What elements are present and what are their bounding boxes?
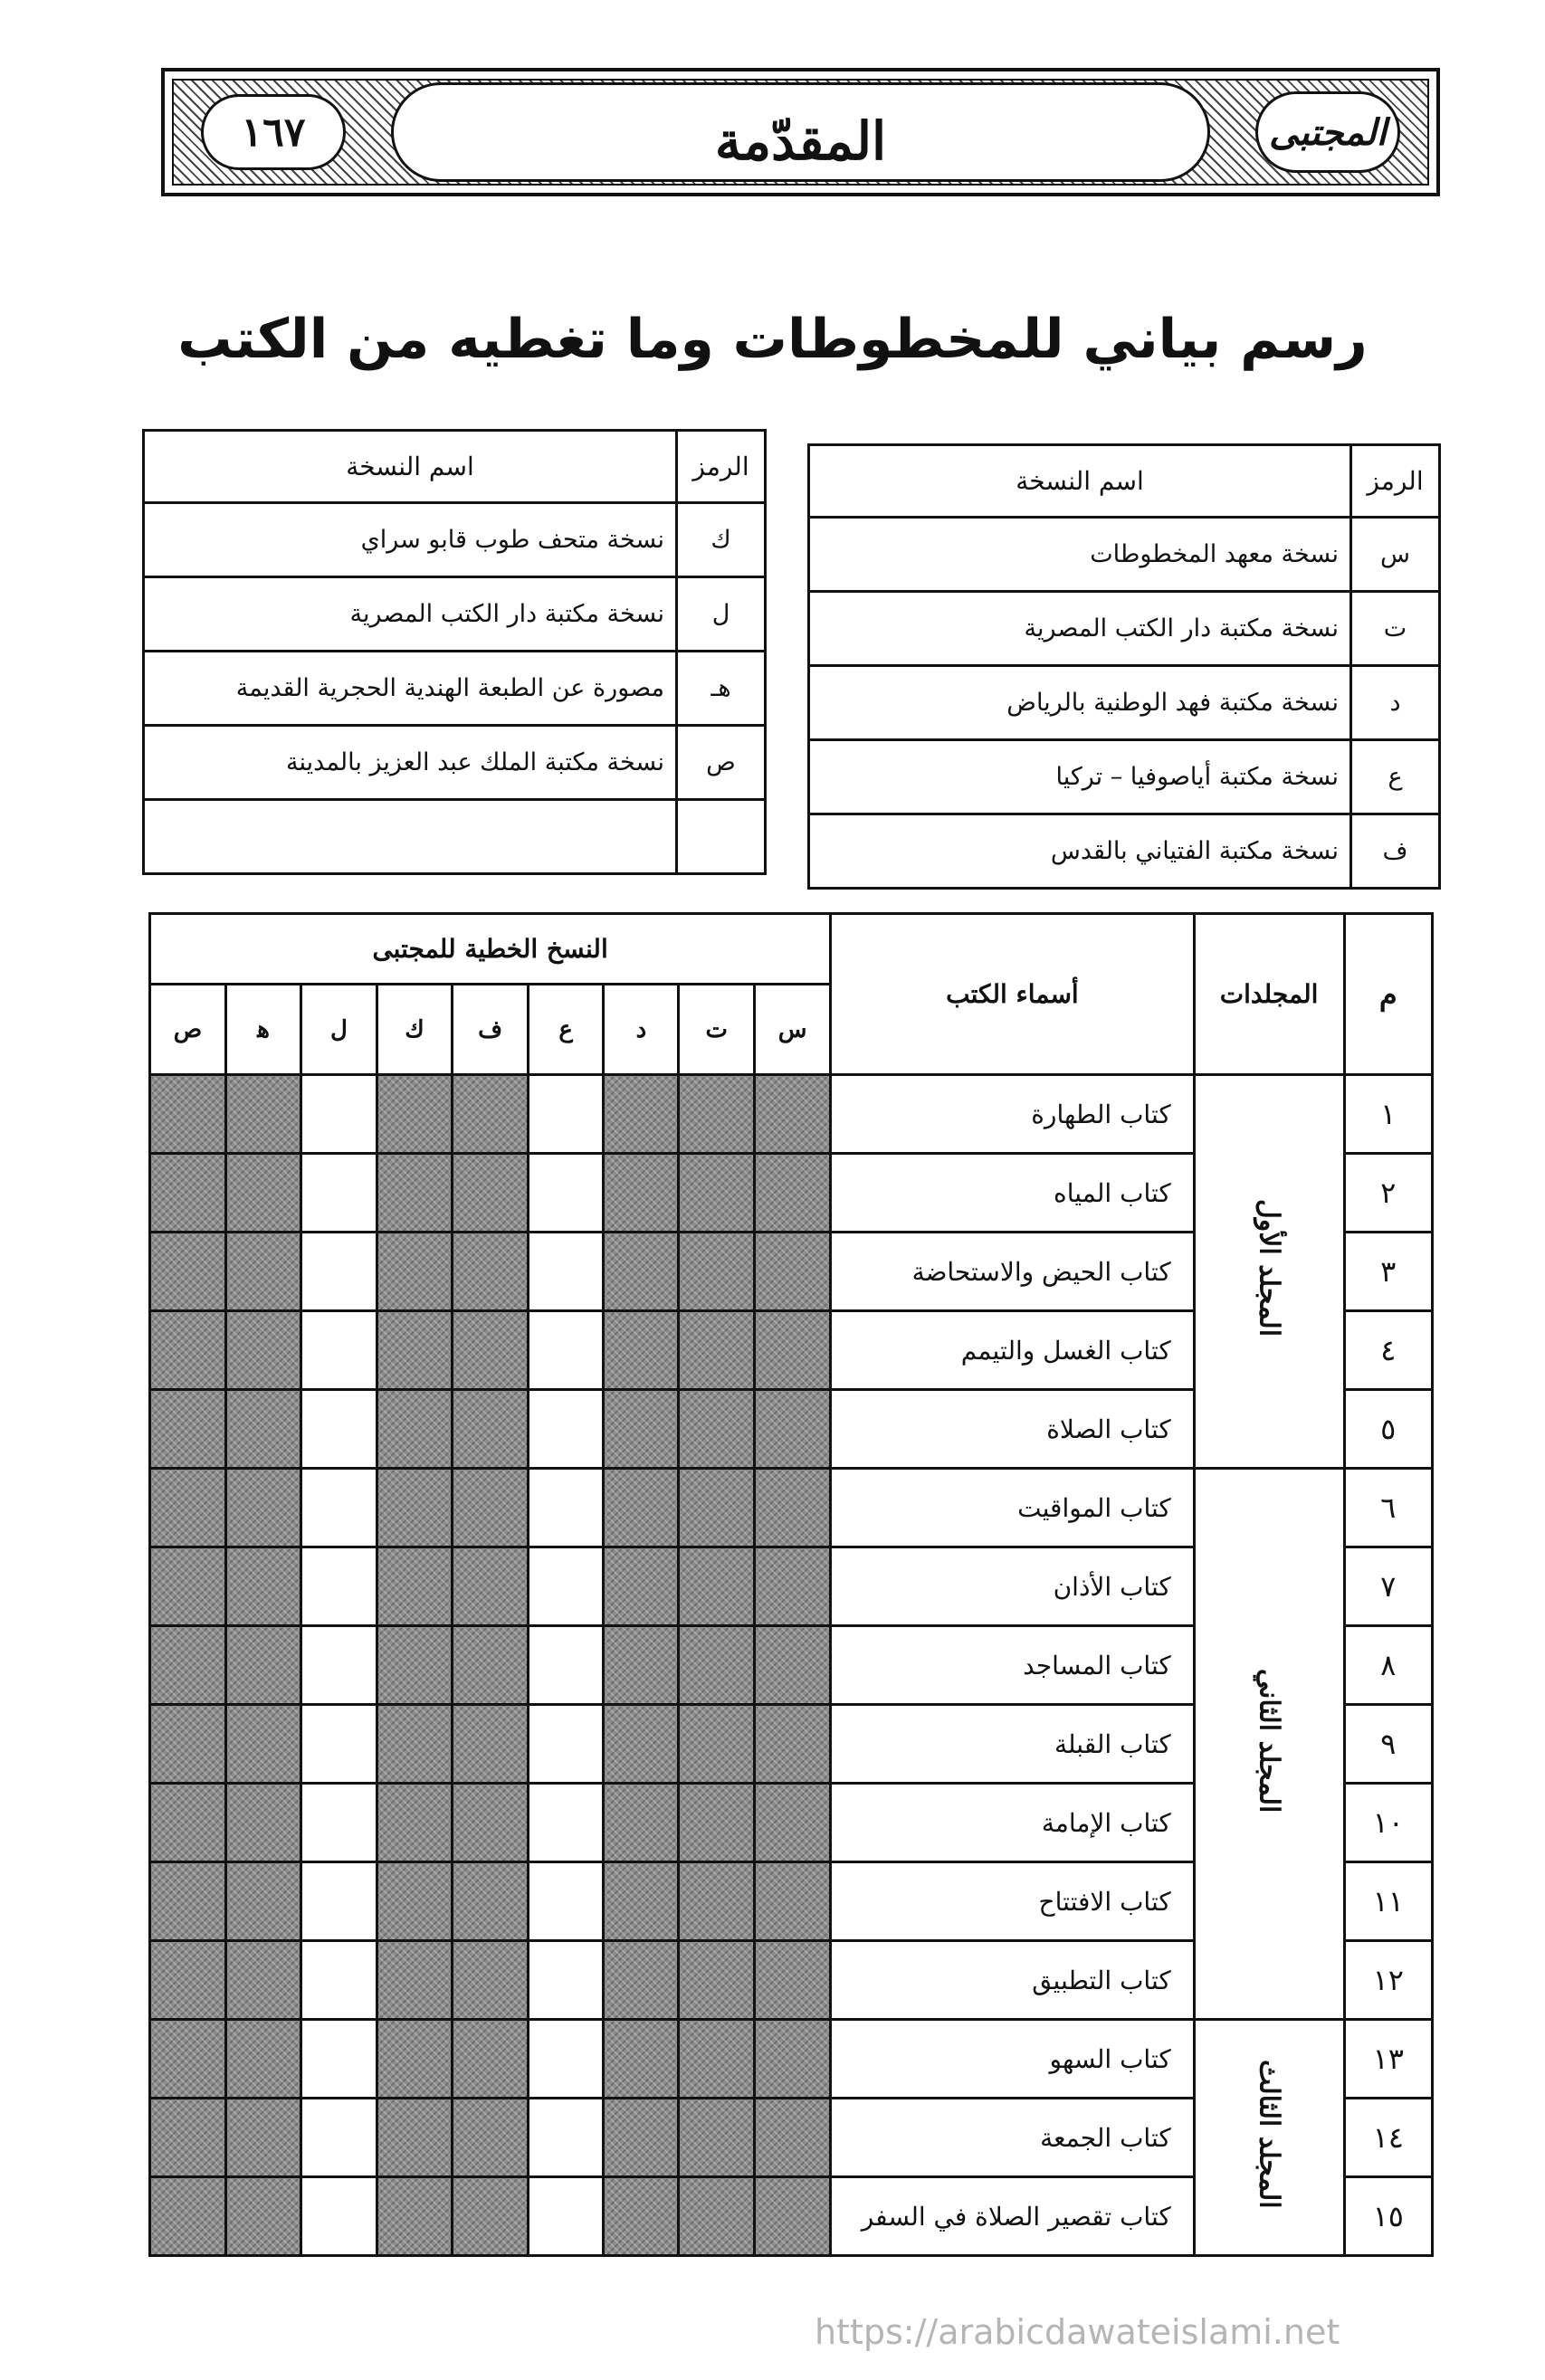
watermark-url: https://arabicdawateislami.net (815, 2312, 1340, 2352)
coverage-cell-shaded (453, 1705, 529, 1784)
coverage-cell-shaded (150, 2177, 226, 2256)
coverage-cell-shaded (377, 1075, 453, 1154)
book-name: كتاب السهو (831, 2020, 1195, 2099)
volume-label (1194, 1075, 1344, 1469)
legend-name: نسخة معهد المخطوطات (809, 518, 1351, 592)
coverage-cell-shaded (453, 1469, 529, 1547)
header-number: م (1344, 914, 1433, 1075)
coverage-cell-shaded (604, 1941, 679, 2020)
coverage-cell-empty (529, 1941, 604, 2020)
coverage-cell-empty (301, 1705, 377, 1784)
coverage-cell-shaded (604, 1469, 679, 1547)
coverage-cell-empty (301, 1626, 377, 1705)
coverage-cell-shaded (377, 1233, 453, 1311)
coverage-cell-empty (301, 2099, 377, 2177)
volume-label-text: المجلد الثالث (1253, 2060, 1285, 2209)
coverage-cell-empty (529, 1075, 604, 1154)
coverage-cell-shaded (150, 1390, 226, 1469)
header-manuscripts-group: النسخ الخطية للمجتبى (150, 914, 831, 985)
coverage-cell-shaded (604, 2020, 679, 2099)
page-number-badge (201, 94, 346, 170)
coverage-cell-shaded (755, 1233, 831, 1311)
legend-row (809, 518, 1440, 592)
coverage-cell-shaded (377, 2177, 453, 2256)
manuscript-header: ص (150, 985, 226, 1075)
coverage-cell-shaded (150, 1469, 226, 1547)
legend-row (809, 740, 1440, 814)
coverage-cell-shaded (604, 1784, 679, 1862)
coverage-cell-shaded (755, 1862, 831, 1941)
coverage-cell-shaded (755, 1705, 831, 1784)
manuscript-header: ع (529, 985, 604, 1075)
legend-name: نسخة مكتبة الملك عبد العزيز بالمدينة (144, 726, 677, 800)
manuscript-header: ت (679, 985, 755, 1075)
coverage-cell-shaded (755, 2020, 831, 2099)
coverage-cell-shaded (679, 1941, 755, 2020)
row-number: ٥ (1344, 1390, 1433, 1469)
coverage-cell-empty (529, 2020, 604, 2099)
coverage-cell-shaded (604, 1862, 679, 1941)
legend-row (144, 652, 766, 726)
coverage-cell-shaded (453, 1154, 529, 1233)
table-row (150, 1075, 1433, 1154)
coverage-cell-empty (529, 1784, 604, 1862)
coverage-cell-empty (529, 2177, 604, 2256)
table-row (150, 2020, 1433, 2099)
coverage-cell-shaded (377, 1705, 453, 1784)
coverage-cell-empty (529, 2099, 604, 2177)
legend-row (144, 726, 766, 800)
coverage-cell-shaded (150, 1311, 226, 1390)
coverage-cell-empty (301, 1311, 377, 1390)
row-number: ٤ (1344, 1311, 1433, 1390)
legend-row (809, 592, 1440, 666)
book-name: كتاب الأذان (831, 1547, 1195, 1626)
coverage-cell-shaded (679, 1390, 755, 1469)
manuscript-header: ﻫ (226, 985, 301, 1075)
coverage-cell-shaded (604, 2099, 679, 2177)
legend-header-name: اسم النسخة (144, 431, 677, 503)
book-logo (1255, 91, 1400, 173)
coverage-cell-empty (529, 1154, 604, 1233)
book-name: كتاب الغسل والتيمم (831, 1311, 1195, 1390)
legend-row (144, 503, 766, 577)
coverage-cell-shaded (604, 1547, 679, 1626)
header-volumes: المجلدات (1194, 914, 1344, 1075)
manuscript-header: س (755, 985, 831, 1075)
coverage-cell-empty (529, 1390, 604, 1469)
coverage-cell-shaded (604, 2177, 679, 2256)
coverage-cell-shaded (755, 1154, 831, 1233)
row-number: ٩ (1344, 1705, 1433, 1784)
coverage-cell-shaded (150, 1626, 226, 1705)
legend-name (144, 800, 677, 874)
running-title: المقدّمة (714, 110, 887, 172)
coverage-cell-shaded (604, 1075, 679, 1154)
coverage-cell-shaded (604, 1626, 679, 1705)
coverage-cell-shaded (453, 1547, 529, 1626)
coverage-cell-empty (301, 1547, 377, 1626)
coverage-cell-shaded (755, 1784, 831, 1862)
coverage-cell-shaded (453, 2099, 529, 2177)
coverage-cell-shaded (150, 1941, 226, 2020)
header-frame (161, 68, 1440, 196)
row-number: ١١ (1344, 1862, 1433, 1941)
coverage-cell-shaded (226, 1311, 301, 1390)
coverage-cell-shaded (226, 2099, 301, 2177)
coverage-cell-shaded (377, 1626, 453, 1705)
manuscript-header: ك (377, 985, 453, 1075)
coverage-cell-empty (301, 1390, 377, 1469)
legend-name: نسخة مكتبة أياصوفيا – تركيا (809, 740, 1351, 814)
book-name: كتاب المواقيت (831, 1469, 1195, 1547)
coverage-cell-shaded (604, 1311, 679, 1390)
legend-header-symbol: الرمز (1351, 445, 1440, 518)
coverage-cell-empty (301, 1941, 377, 2020)
coverage-cell-shaded (377, 2099, 453, 2177)
legend-name: نسخة مكتبة دار الكتب المصرية (144, 577, 677, 652)
legend-symbol: هـ (677, 652, 766, 726)
coverage-cell-shaded (377, 1784, 453, 1862)
coverage-cell-shaded (679, 2020, 755, 2099)
coverage-cell-shaded (150, 1705, 226, 1784)
book-name: كتاب القبلة (831, 1705, 1195, 1784)
legend-symbol: ل (677, 577, 766, 652)
book-name: كتاب التطبيق (831, 1941, 1195, 2020)
coverage-cell-empty (301, 1469, 377, 1547)
coverage-cell-shaded (679, 1626, 755, 1705)
legend-table-left (142, 429, 767, 875)
legend-symbol: ت (1351, 592, 1440, 666)
book-name: كتاب الحيض والاستحاضة (831, 1233, 1195, 1311)
coverage-cell-shaded (453, 1390, 529, 1469)
coverage-cell-empty (301, 2177, 377, 2256)
coverage-cell-shaded (755, 1075, 831, 1154)
coverage-cell-shaded (226, 1862, 301, 1941)
legend-row (144, 577, 766, 652)
legend-name: نسخة مكتبة دار الكتب المصرية (809, 592, 1351, 666)
book-name: كتاب تقصير الصلاة في السفر (831, 2177, 1195, 2256)
coverage-cell-shaded (226, 2020, 301, 2099)
coverage-cell-shaded (679, 2177, 755, 2256)
coverage-cell-shaded (679, 1469, 755, 1547)
header-center-panel (391, 82, 1210, 182)
row-number: ١٢ (1344, 1941, 1433, 2020)
coverage-cell-shaded (453, 1941, 529, 2020)
coverage-cell-shaded (755, 2099, 831, 2177)
row-number: ١ (1344, 1075, 1433, 1154)
coverage-cell-shaded (226, 1705, 301, 1784)
coverage-cell-shaded (377, 1154, 453, 1233)
legend-row (809, 666, 1440, 740)
coverage-cell-shaded (453, 2020, 529, 2099)
legend-symbol: ك (677, 503, 766, 577)
coverage-cell-empty (529, 1469, 604, 1547)
coverage-cell-shaded (226, 1075, 301, 1154)
coverage-cell-shaded (755, 1941, 831, 2020)
coverage-cell-empty (301, 2020, 377, 2099)
coverage-cell-shaded (679, 1862, 755, 1941)
coverage-cell-shaded (226, 1233, 301, 1311)
legend-symbol: ف (1351, 814, 1440, 889)
coverage-cell-shaded (604, 1233, 679, 1311)
coverage-cell-shaded (453, 2177, 529, 2256)
coverage-cell-empty (529, 1233, 604, 1311)
coverage-cell-shaded (679, 1233, 755, 1311)
coverage-cell-shaded (226, 1154, 301, 1233)
manuscript-header: ل (301, 985, 377, 1075)
coverage-cell-shaded (453, 1233, 529, 1311)
legend-symbol: د (1351, 666, 1440, 740)
coverage-cell-shaded (679, 1547, 755, 1626)
legend-symbol: ع (1351, 740, 1440, 814)
volume-label-text: المجلد الأول (1253, 1199, 1285, 1338)
page-title: رسم بياني للمخطوطات وما تغطيه من الكتب (177, 308, 1368, 371)
book-name: كتاب الافتتاح (831, 1862, 1195, 1941)
book-name: كتاب الإمامة (831, 1784, 1195, 1862)
coverage-table (148, 912, 1434, 2257)
coverage-cell-shaded (679, 1784, 755, 1862)
coverage-cell-shaded (150, 1075, 226, 1154)
coverage-cell-shaded (679, 1154, 755, 1233)
row-number: ٨ (1344, 1626, 1433, 1705)
coverage-cell-empty (301, 1075, 377, 1154)
coverage-cell-shaded (755, 1547, 831, 1626)
coverage-cell-shaded (226, 1784, 301, 1862)
volume-label (1194, 1469, 1344, 2020)
coverage-cell-shaded (604, 1390, 679, 1469)
coverage-cell-empty (529, 1311, 604, 1390)
coverage-cell-shaded (150, 1784, 226, 1862)
coverage-cell-shaded (377, 1390, 453, 1469)
book-name: كتاب المساجد (831, 1626, 1195, 1705)
coverage-cell-shaded (453, 1626, 529, 1705)
legend-symbol: س (1351, 518, 1440, 592)
book-name: كتاب الجمعة (831, 2099, 1195, 2177)
coverage-cell-empty (529, 1626, 604, 1705)
coverage-cell-shaded (226, 1547, 301, 1626)
coverage-cell-shaded (453, 1311, 529, 1390)
coverage-cell-shaded (679, 1075, 755, 1154)
legend-name: نسخة متحف طوب قابو سراي (144, 503, 677, 577)
coverage-cell-empty (529, 1862, 604, 1941)
coverage-cell-empty (301, 1154, 377, 1233)
manuscript-header: د (604, 985, 679, 1075)
header-books: أسماء الكتب (831, 914, 1195, 1075)
book-name: كتاب الطهارة (831, 1075, 1195, 1154)
legend-table-right (807, 443, 1441, 890)
legend-row (809, 814, 1440, 889)
coverage-cell-shaded (604, 1705, 679, 1784)
coverage-cell-shaded (453, 1075, 529, 1154)
coverage-cell-shaded (226, 1626, 301, 1705)
coverage-cell-shaded (377, 2020, 453, 2099)
coverage-cell-empty (529, 1547, 604, 1626)
coverage-cell-shaded (226, 1469, 301, 1547)
row-number: ١٠ (1344, 1784, 1433, 1862)
coverage-cell-empty (529, 1705, 604, 1784)
coverage-cell-shaded (377, 1862, 453, 1941)
coverage-cell-shaded (679, 2099, 755, 2177)
row-number: ٢ (1344, 1154, 1433, 1233)
coverage-cell-shaded (150, 2099, 226, 2177)
coverage-cell-shaded (755, 1390, 831, 1469)
coverage-cell-shaded (755, 1311, 831, 1390)
row-number: ١٣ (1344, 2020, 1433, 2099)
coverage-cell-shaded (377, 1941, 453, 2020)
coverage-cell-shaded (150, 1547, 226, 1626)
coverage-cell-shaded (150, 1233, 226, 1311)
row-number: ٣ (1344, 1233, 1433, 1311)
legend-symbol (677, 800, 766, 874)
row-number: ١٥ (1344, 2177, 1433, 2256)
coverage-cell-empty (301, 1233, 377, 1311)
book-name: كتاب المياه (831, 1154, 1195, 1233)
legend-header-symbol: الرمز (677, 431, 766, 503)
row-number: ١٤ (1344, 2099, 1433, 2177)
legend-header-name: اسم النسخة (809, 445, 1351, 518)
manuscript-header: ف (453, 985, 529, 1075)
coverage-cell-shaded (226, 2177, 301, 2256)
coverage-cell-empty (301, 1784, 377, 1862)
legend-symbol: ص (677, 726, 766, 800)
legend-name: مصورة عن الطبعة الهندية الحجرية القديمة (144, 652, 677, 726)
coverage-cell-shaded (604, 1154, 679, 1233)
legend-name: نسخة مكتبة الفتياني بالقدس (809, 814, 1351, 889)
row-number: ٧ (1344, 1547, 1433, 1626)
coverage-cell-shaded (150, 2020, 226, 2099)
volume-label (1194, 2020, 1344, 2256)
coverage-cell-shaded (755, 2177, 831, 2256)
coverage-cell-shaded (226, 1390, 301, 1469)
coverage-cell-shaded (150, 1862, 226, 1941)
coverage-cell-shaded (377, 1311, 453, 1390)
page-number: ١٦٧ (241, 109, 306, 156)
coverage-cell-shaded (226, 1941, 301, 2020)
coverage-cell-shaded (679, 1311, 755, 1390)
legend-name: نسخة مكتبة فهد الوطنية بالرياض (809, 666, 1351, 740)
coverage-cell-shaded (150, 1154, 226, 1233)
coverage-cell-shaded (377, 1547, 453, 1626)
book-logo-text: المجتبى (1269, 110, 1387, 154)
legend-row (144, 800, 766, 874)
row-number: ٦ (1344, 1469, 1433, 1547)
volume-label-text: المجلد الثاني (1253, 1668, 1285, 1814)
coverage-cell-shaded (755, 1626, 831, 1705)
coverage-cell-shaded (755, 1469, 831, 1547)
coverage-cell-shaded (377, 1469, 453, 1547)
book-name: كتاب الصلاة (831, 1390, 1195, 1469)
table-row (150, 1469, 1433, 1547)
coverage-cell-shaded (453, 1784, 529, 1862)
coverage-cell-empty (301, 1862, 377, 1941)
coverage-cell-shaded (679, 1705, 755, 1784)
coverage-cell-shaded (453, 1862, 529, 1941)
